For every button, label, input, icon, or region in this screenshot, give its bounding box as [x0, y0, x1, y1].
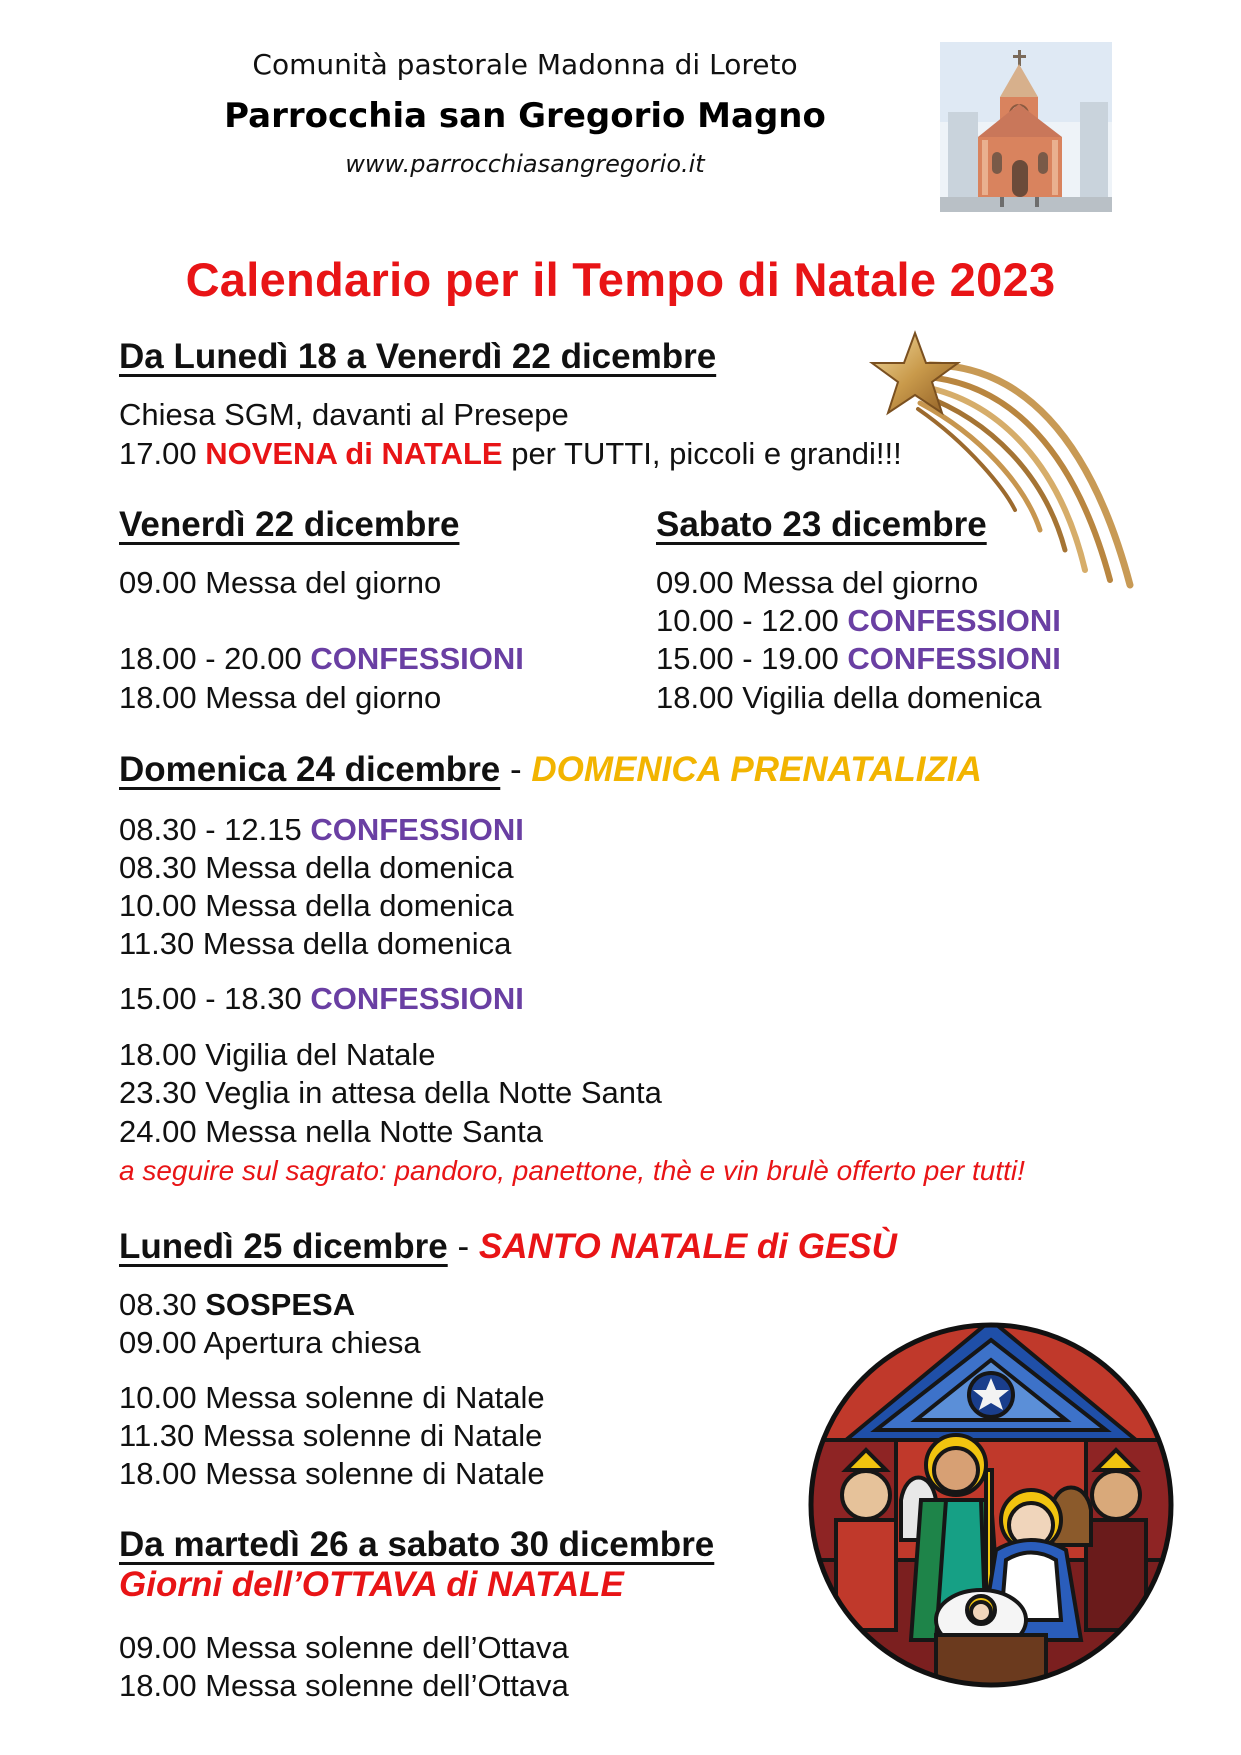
saturday-line-4: 18.00 Vigilia della domenica — [656, 680, 1042, 715]
friday-line-1: 09.00 Messa del giorno — [119, 565, 442, 600]
christmas-line-4: 11.30 Messa solenne di Natale — [119, 1418, 543, 1453]
parish-name: Parrocchia san Gregorio Magno — [224, 96, 826, 136]
christmas-heading: Lunedì 25 dicembre - SANTO NATALE di GESÙ — [119, 1227, 897, 1266]
octave-subtitle: Giorni dell’OTTAVA di NATALE — [119, 1565, 624, 1604]
confessions-label: CONFESSIONI — [310, 812, 524, 847]
suspended-label: SOSPESA — [205, 1287, 356, 1322]
christmas-subtitle: SANTO NATALE di GESÙ — [478, 1227, 897, 1266]
saturday-line-3: 15.00 - 19.00 CONFESSIONI — [656, 641, 1061, 676]
friday-line-3: 18.00 Messa del giorno — [119, 680, 442, 715]
shooting-star-icon — [860, 325, 1160, 600]
sunday-line-8: 24.00 Messa nella Notte Santa — [119, 1114, 543, 1149]
confessions-label: CONFESSIONI — [310, 981, 524, 1016]
page-title: Calendario per il Tempo di Natale 2023 — [185, 253, 1056, 306]
confessions-label: CONFESSIONI — [847, 603, 1061, 638]
sunday-line-5: 15.00 - 18.30 CONFESSIONI — [119, 981, 524, 1016]
novena-heading: Da Lunedì 18 a Venerdì 22 dicembre — [119, 337, 717, 376]
confessions-label: CONFESSIONI — [847, 641, 1061, 676]
christmas-line-1: 08.30 SOSPESA — [119, 1287, 356, 1322]
sunday-line-6: 18.00 Vigilia del Natale — [119, 1037, 436, 1072]
octave-line-1: 09.00 Messa solenne dell’Ottava — [119, 1630, 569, 1665]
novena-location: Chiesa SGM, davanti al Presepe — [119, 397, 569, 432]
parish-website[interactable]: www.parrocchiasangregorio.it — [345, 150, 705, 178]
saturday-line-1: 09.00 Messa del giorno — [656, 565, 979, 600]
octave-heading: Da martedì 26 a sabato 30 dicembre — [119, 1525, 715, 1564]
community-name: Comunità pastorale Madonna di Loreto — [252, 48, 798, 81]
sunday-heading: Domenica 24 dicembre - DOMENICA PRENATALIZIA — [119, 750, 982, 789]
christmas-line-2: 09.00 Apertura chiesa — [119, 1325, 421, 1360]
sunday-subtitle: DOMENICA PRENATALIZIA — [531, 750, 982, 789]
novena-time-line: 17.00 NOVENA di NATALE per TUTTI, piccoli e grandi!!! — [119, 436, 902, 471]
christmas-line-3: 10.00 Messa solenne di Natale — [119, 1380, 545, 1415]
confessions-label: CONFESSIONI — [310, 641, 524, 676]
christmas-line-5: 18.00 Messa solenne di Natale — [119, 1456, 545, 1491]
sunday-line-7: 23.30 Veglia in attesa della Notte Santa — [119, 1075, 662, 1110]
church-facade-icon — [940, 42, 1112, 212]
sunday-note: a seguire sul sagrato: pandoro, panettone, thè e vin brulè offerto per tutti! — [119, 1155, 1025, 1186]
stained-glass-nativity-icon — [806, 1320, 1176, 1690]
sunday-line-4: 11.30 Messa della domenica — [119, 926, 512, 961]
friday-line-2: 18.00 - 20.00 CONFESSIONI — [119, 641, 524, 676]
sunday-line-2: 08.30 Messa della domenica — [119, 850, 514, 885]
saturday-line-2: 10.00 - 12.00 CONFESSIONI — [656, 603, 1061, 638]
sunday-line-3: 10.00 Messa della domenica — [119, 888, 514, 923]
friday-heading: Venerdì 22 dicembre — [119, 505, 460, 544]
novena-highlight: NOVENA di NATALE — [205, 436, 503, 471]
saturday-heading: Sabato 23 dicembre — [656, 505, 987, 544]
sunday-line-1: 08.30 - 12.15 CONFESSIONI — [119, 812, 524, 847]
octave-line-2: 18.00 Messa solenne dell’Ottava — [119, 1668, 569, 1703]
